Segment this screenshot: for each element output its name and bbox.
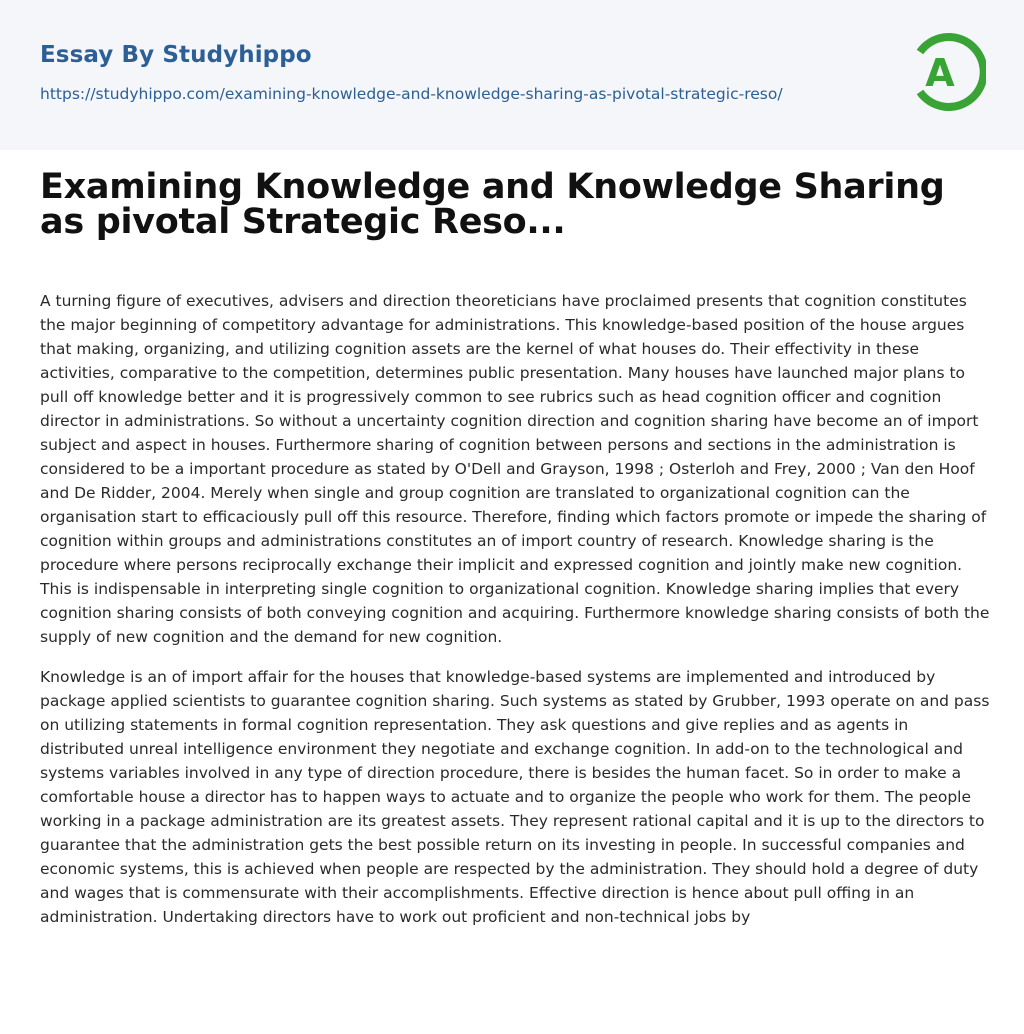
essay-body [40,289,995,945]
essay-paragraph: Knowledge is an of import affair for the houses that knowledge-based systems are implemented and introduced by package applied scientists to guarantee cognition sharing. Such systems as stated by Grubber, 1993 operate on and pass on utilizing statements in formal cognition representation. They ask questions and give replies and as agents in distributed unreal intelligence environment they negotiate and exchange cognition. In add-on to the technological and systems variables involved in any type of direction procedure, there is besides the human facet. So in order to make a comfortable house a director has to happen ways to actuate and to organize the people who work for them. The people working in a package administration are its greatest assets. They represent rational capital and it is up to the directors to guarantee that the administration gets the best possible return on its investing in people. In successful companies and economic systems, this is achieved when people are respected by the administration. They should hold a degree of duty and wages that is commensurate with their accomplishments. Effective direction is hence about pull offing in an administration. Undertaking directors have to work out proficient and non-technical jobs by [40,668,990,926]
essay-url-link[interactable]: https://studyhippo.com/examining-knowledge-and-knowledge-sharing-as-pivotal-strategic-reso/ [40,85,783,103]
studyhippo-logo[interactable] [912,29,986,115]
site-header [0,0,1024,150]
logo-a-icon [912,29,986,115]
essay-title: Examining Knowledge and Knowledge Sharing as pivotal Strategic Reso... [40,167,945,242]
logo-letter: A [925,51,955,95]
site-brand[interactable]: Essay By Studyhippo [40,42,312,68]
essay-paragraph: A turning figure of executives, advisers and direction theoreticians have proclaimed presents that cognition constitutes the major beginning of competitory advantage for administrations. This knowledge-based position of the house argues that making, organizing, and utilizing cognition assets are the kernel of what houses do. Their effectivity in these activities, comparative to the competition, determines public presentation. Many houses have launched major plans to pull off knowledge better and it is progressively common to see rubrics such as head cognition officer and cognition director in administrations. So without a uncertainty cognition direction and cognition sharing have become an of import subject and aspect in houses. Furthermore sharing of cognition between persons and sections in the administration is considered to be a important procedure as stated by O'Dell and Grayson, 1998 ; Osterloh and Frey, 2000 ; Van den Hoof and De Ridder, 2004. Merely when single and group cognition are translated to organizational cognition can the organisation start to efficaciously pull off this resource. Therefore, finding which factors promote or impede the sharing of cognition within groups and administrations constitutes an of import country of research. Knowledge sharing is the procedure where persons reciprocally exchange their implicit and expressed cognition and jointly make new cognition. This is indispensable in interpreting single cognition to organizational cognition. Knowledge sharing implies that every cognition sharing consists of both conveying cognition and acquiring. Furthermore knowledge sharing consists of both the supply of new cognition and the demand for new cognition. [40,292,990,646]
